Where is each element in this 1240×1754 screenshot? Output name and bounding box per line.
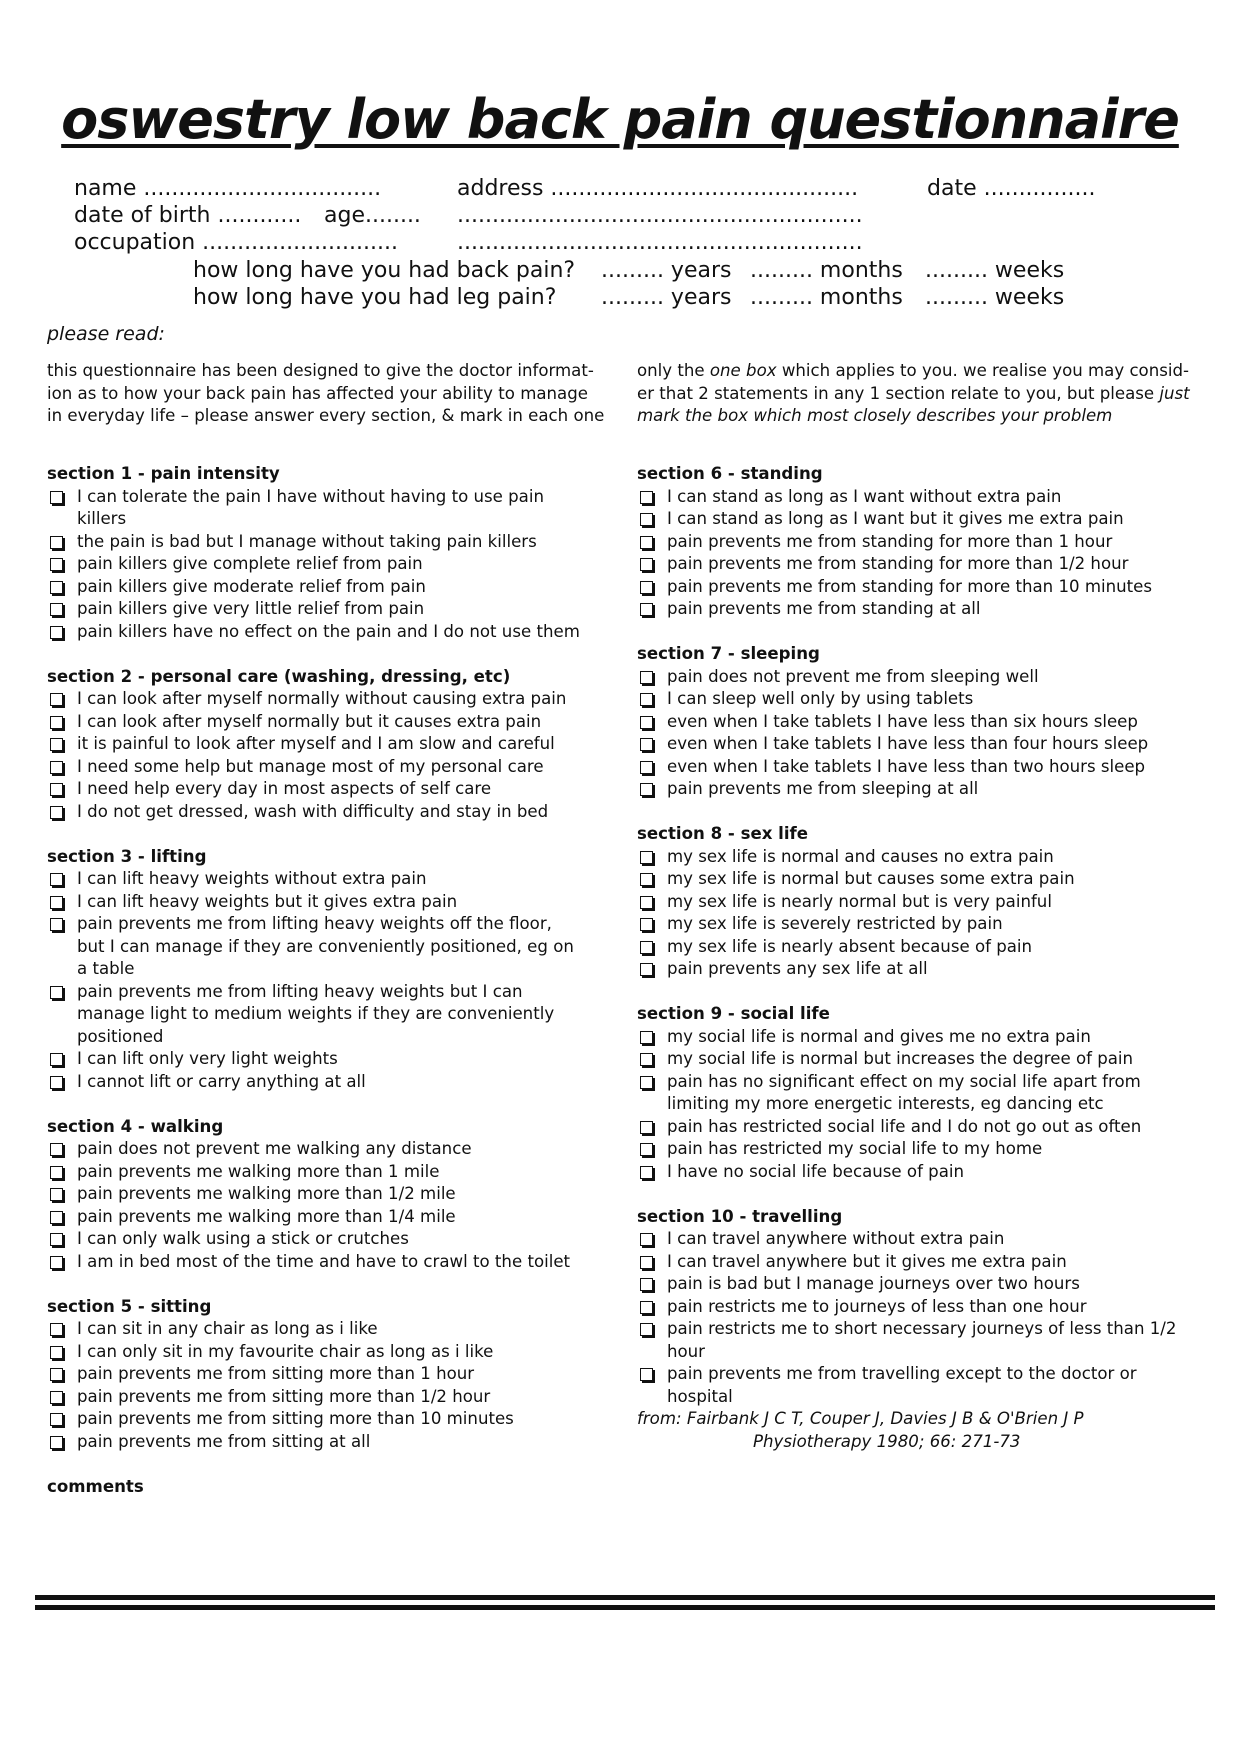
instructions-right (637, 360, 1190, 428)
answer-option[interactable] (637, 1296, 1197, 1319)
answer-text: pain prevents me from lifting heavy weights off the floor, but I can manage if they are conveniently positioned, eg on a table (77, 914, 574, 978)
answer-text: I can lift only very light weights (77, 1049, 338, 1068)
answer-checkbox[interactable] (640, 873, 653, 886)
answer-text: the pain is bad but I manage without taking pain killers (77, 531, 537, 551)
questionnaire-section (47, 463, 582, 643)
answer-text: I do not get dressed, wash with difficulty and stay in bed (77, 801, 549, 821)
answer-option[interactable] (637, 688, 1197, 711)
answer-text: pain prevents me from sitting more than 1 hour (77, 1364, 475, 1383)
answer-text: I can only sit in my favourite chair as long as i like (77, 1341, 494, 1361)
questionnaire-section (637, 823, 1197, 981)
answer-option[interactable] (47, 1386, 582, 1409)
answer-text: pain does not prevent me walking any distance (77, 1139, 472, 1158)
questionnaire-section (637, 1003, 1197, 1183)
answer-option[interactable] (47, 711, 582, 734)
answer-option[interactable] (637, 531, 1197, 554)
answer-checkbox[interactable] (50, 1368, 63, 1381)
answer-text: I can sleep well only by using tablets (667, 689, 974, 708)
answer-option[interactable] (47, 778, 582, 801)
answer-option[interactable] (47, 621, 582, 644)
answer-checkbox[interactable] (640, 1031, 653, 1044)
left-column (47, 463, 582, 1498)
answer-option[interactable] (637, 1363, 1197, 1408)
answer-checkbox[interactable] (50, 1436, 63, 1449)
address-line-3[interactable]: .......................................................... (457, 230, 863, 255)
back-pain-weeks[interactable]: ......... weeks (925, 258, 1065, 283)
answer-checkbox[interactable] (640, 1121, 653, 1134)
answer-checkbox[interactable] (640, 896, 653, 909)
divider-rule (35, 1595, 1215, 1600)
date-field[interactable]: date ................ (927, 176, 1096, 201)
answer-option[interactable] (637, 1251, 1197, 1274)
answer-checkbox[interactable] (640, 558, 653, 571)
answer-checkbox[interactable] (640, 1301, 653, 1314)
answer-option[interactable] (637, 958, 1197, 981)
answer-option[interactable] (47, 1161, 582, 1184)
answer-checkbox[interactable] (640, 1368, 653, 1381)
answer-checkbox[interactable] (50, 986, 63, 999)
answer-option[interactable] (637, 1161, 1197, 1184)
answer-option[interactable] (637, 733, 1197, 756)
answer-checkbox[interactable] (50, 1211, 63, 1224)
divider-rule (35, 1605, 1215, 1610)
answer-checkbox[interactable] (50, 1166, 63, 1179)
answer-option[interactable] (637, 508, 1197, 531)
answer-option[interactable] (637, 1273, 1197, 1296)
answer-option[interactable] (47, 1183, 582, 1206)
answer-option[interactable] (637, 598, 1197, 621)
section-title: section 3 - lifting (47, 846, 207, 866)
answer-text: my sex life is normal and causes no extra pain (667, 846, 1054, 866)
answer-checkbox[interactable] (50, 1143, 63, 1156)
section-title: section 10 - travelling (637, 1206, 843, 1226)
answer-option[interactable] (47, 486, 582, 531)
occupation-field[interactable]: occupation ............................ (74, 230, 398, 255)
section-title: section 4 - walking (47, 1116, 224, 1136)
answer-option[interactable] (637, 1048, 1197, 1071)
answer-option[interactable] (47, 1408, 582, 1431)
answer-text: pain has no significant effect on my social life apart from limiting my more energetic interests, eg dancing etc (667, 1071, 1141, 1113)
answer-checkbox[interactable] (640, 963, 653, 976)
answer-checkbox[interactable] (640, 1053, 653, 1066)
answer-checkbox[interactable] (50, 806, 63, 819)
answer-checkbox[interactable] (50, 1188, 63, 1201)
leg-pain-weeks[interactable]: ......... weeks (925, 285, 1065, 310)
instructions-line: mark the box which most closely describes your problem (637, 406, 1113, 425)
answer-checkbox[interactable] (50, 1391, 63, 1404)
instructions-line: this questionnaire has been designed to give the doctor informat- (47, 361, 594, 380)
questionnaire-section (637, 463, 1197, 621)
answer-checkbox[interactable] (640, 941, 653, 954)
answer-checkbox[interactable] (640, 603, 653, 616)
answer-text: pain prevents me walking more than 1 mile (77, 1161, 440, 1181)
answer-checkbox[interactable] (640, 851, 653, 864)
answer-checkbox[interactable] (640, 1256, 653, 1269)
answer-text: I can travel anywhere without extra pain (667, 1229, 1005, 1248)
answer-text: I can stand as long as I want without extra pain (667, 486, 1062, 506)
answer-text: my sex life is normal but causes some extra pain (667, 869, 1075, 888)
answer-text: pain is bad but I manage journeys over two hours (667, 1274, 1080, 1293)
answer-checkbox[interactable] (640, 581, 653, 594)
reference-line-1: from: Fairbank J C T, Couper J, Davies J B & O'Brien J P (637, 1409, 1084, 1428)
answer-option[interactable] (637, 711, 1197, 734)
answer-checkbox[interactable] (50, 738, 63, 751)
answer-checkbox[interactable] (50, 1346, 63, 1359)
answer-checkbox[interactable] (50, 761, 63, 774)
answer-checkbox[interactable] (640, 1143, 653, 1156)
answer-checkbox[interactable] (640, 1076, 653, 1089)
answer-option[interactable] (637, 1228, 1197, 1251)
date-of-birth-field[interactable]: date of birth ............ (74, 203, 302, 228)
answer-checkbox[interactable] (50, 1233, 63, 1246)
answer-option[interactable] (637, 756, 1197, 779)
answer-checkbox[interactable] (50, 581, 63, 594)
answer-checkbox[interactable] (640, 1323, 653, 1336)
right-column (637, 463, 1197, 1453)
answer-checkbox[interactable] (640, 1166, 653, 1179)
answer-checkbox[interactable] (640, 918, 653, 931)
answer-option[interactable] (47, 1071, 582, 1094)
section-title: section 6 - standing (637, 464, 823, 483)
answer-option[interactable] (637, 868, 1197, 891)
answer-text: even when I take tablets I have less than six hours sleep (667, 711, 1138, 731)
answer-text: pain prevents me from lifting heavy weights but I can manage light to medium weights if they are conveniently positioned (77, 981, 555, 1046)
answer-text: my sex life is nearly absent because of pain (667, 936, 1033, 956)
leg-pain-months[interactable]: ......... months (750, 285, 903, 310)
answer-option[interactable] (637, 1318, 1197, 1363)
instructions-line: ion as to how your back pain has affected your ability to manage (47, 383, 588, 403)
answer-checkbox[interactable] (640, 738, 653, 751)
answer-text: it is painful to look after myself and I am slow and careful (77, 734, 555, 753)
answer-option[interactable] (47, 688, 582, 711)
instructions-line: in everyday life – please answer every section, & mark in each one (47, 406, 605, 425)
answer-checkbox[interactable] (50, 693, 63, 706)
answer-text: my sex life is severely restricted by pain (667, 914, 1003, 933)
name-field[interactable]: name .................................. (74, 176, 382, 201)
answer-checkbox[interactable] (50, 491, 63, 504)
answer-text: pain prevents me from travelling except to the doctor or hospital (667, 1364, 1137, 1406)
answer-option[interactable] (47, 1251, 582, 1274)
answer-text: pain prevents me from sitting at all (77, 1431, 371, 1451)
answer-checkbox[interactable] (640, 1278, 653, 1291)
age-field[interactable]: age........ (324, 203, 421, 228)
answer-text: I can look after myself normally but it causes extra pain (77, 711, 542, 731)
answer-option[interactable] (637, 778, 1197, 801)
section-title: section 9 - social life (637, 1004, 830, 1023)
answer-checkbox[interactable] (640, 1233, 653, 1246)
leg-pain-question: how long have you had leg pain? (193, 285, 557, 310)
answer-text: I can tolerate the pain I have without having to use pain killers (77, 486, 544, 528)
answer-text: I need help every day in most aspects of self care (77, 779, 492, 798)
answer-option[interactable] (637, 1116, 1197, 1139)
answer-text: pain has restricted social life and I do not go out as often (667, 1116, 1142, 1136)
questionnaire-section (47, 666, 582, 824)
answer-option[interactable] (47, 1341, 582, 1364)
address-field[interactable]: address ............................................ (457, 176, 859, 201)
answer-text: my social life is normal and gives me no extra pain (667, 1026, 1091, 1046)
answer-text: pain prevents me from standing for more than 1 hour (667, 531, 1113, 551)
answer-checkbox[interactable] (50, 558, 63, 571)
answer-text: even when I take tablets I have less than two hours sleep (667, 756, 1146, 776)
answer-text: pain killers give moderate relief from pain (77, 576, 426, 596)
please-read-label: please read: (47, 323, 165, 345)
answer-text: pain killers give complete relief from pain (77, 554, 423, 573)
answer-text: I cannot lift or carry anything at all (77, 1071, 366, 1091)
answer-text: pain does not prevent me from sleeping well (667, 666, 1039, 686)
address-line-2[interactable]: .......................................................... (457, 203, 863, 228)
instructions-left (47, 360, 604, 428)
back-pain-months[interactable]: ......... months (750, 258, 903, 283)
answer-checkbox[interactable] (50, 1323, 63, 1336)
answer-checkbox[interactable] (50, 626, 63, 639)
questionnaire-section (47, 1296, 582, 1454)
answer-option[interactable] (637, 846, 1197, 869)
answer-text: pain prevents me from standing for more than 10 minutes (667, 576, 1153, 596)
answer-text: even when I take tablets I have less than four hours sleep (667, 734, 1149, 753)
answer-checkbox[interactable] (50, 1256, 63, 1269)
answer-text: I can look after myself normally without causing extra pain (77, 689, 567, 708)
questionnaire-section (637, 643, 1197, 801)
answer-option[interactable] (47, 1138, 582, 1161)
reference-citation (637, 1408, 1197, 1453)
answer-option[interactable] (47, 1206, 582, 1229)
answer-option[interactable] (637, 1138, 1197, 1161)
comments-label: comments (47, 1476, 144, 1496)
section-title: section 8 - sex life (637, 824, 809, 843)
answer-text: I can travel anywhere but it gives me extra pain (667, 1251, 1067, 1271)
back-pain-years[interactable]: ......... years (601, 258, 732, 283)
answer-option[interactable] (637, 666, 1197, 689)
answer-option[interactable] (637, 913, 1197, 936)
section-title: section 5 - sitting (47, 1296, 212, 1316)
answer-text: pain restricts me to journeys of less than one hour (667, 1296, 1087, 1316)
answer-checkbox[interactable] (640, 716, 653, 729)
answer-option[interactable] (637, 936, 1197, 959)
answer-option[interactable] (637, 1071, 1197, 1116)
answer-text: pain prevents me walking more than 1/4 mile (77, 1206, 456, 1226)
answer-option[interactable] (47, 801, 582, 824)
answer-checkbox[interactable] (50, 873, 63, 886)
answer-checkbox[interactable] (640, 761, 653, 774)
page-title: oswestry low back pain questionnaire (61, 88, 1179, 151)
answer-option[interactable] (47, 576, 582, 599)
questionnaire-section (47, 846, 582, 1094)
answer-option[interactable] (47, 1228, 582, 1251)
answer-text: pain killers have no effect on the pain and I do not use them (77, 621, 580, 641)
section-title: section 1 - pain intensity (47, 464, 280, 483)
answer-checkbox[interactable] (640, 536, 653, 549)
answer-checkbox[interactable] (50, 918, 63, 931)
answer-option[interactable] (637, 576, 1197, 599)
answer-text: I can lift heavy weights without extra pain (77, 869, 427, 888)
answer-checkbox[interactable] (640, 513, 653, 526)
answer-text: pain prevents me from standing at all (667, 599, 981, 618)
back-pain-question: how long have you had back pain? (193, 258, 576, 283)
answer-text: my sex life is nearly normal but is very painful (667, 891, 1052, 911)
section-title: section 2 - personal care (washing, dressing, etc) (47, 666, 511, 686)
answer-text: pain killers give very little relief from pain (77, 599, 425, 618)
questionnaire-section (47, 1116, 582, 1274)
section-title: section 7 - sleeping (637, 644, 820, 663)
answer-checkbox[interactable] (50, 716, 63, 729)
reference-line-2: Physiotherapy 1980; 66: 271-73 (753, 1431, 1021, 1451)
answer-option[interactable] (637, 553, 1197, 576)
answer-checkbox[interactable] (640, 693, 653, 706)
answer-text: I need some help but manage most of my personal care (77, 756, 544, 776)
answer-text: pain prevents any sex life at all (667, 959, 928, 978)
answer-option[interactable] (47, 1318, 582, 1341)
answer-option[interactable] (47, 733, 582, 756)
answer-text: pain has restricted my social life to my home (667, 1139, 1043, 1158)
answer-text: I can sit in any chair as long as i like (77, 1319, 378, 1338)
answer-option[interactable] (637, 486, 1197, 509)
answer-option[interactable] (47, 1431, 582, 1454)
answer-text: I am in bed most of the time and have to crawl to the toilet (77, 1251, 571, 1271)
answer-option[interactable] (47, 891, 582, 914)
answer-checkbox[interactable] (50, 536, 63, 549)
answer-checkbox[interactable] (50, 1053, 63, 1066)
answer-text: pain prevents me from sitting more than 1/2 hour (77, 1386, 491, 1406)
answer-checkbox[interactable] (640, 671, 653, 684)
answer-option[interactable] (47, 598, 582, 621)
answer-text: my social life is normal but increases the degree of pain (667, 1049, 1134, 1068)
questionnaire-section (637, 1206, 1197, 1409)
answer-text: I can only walk using a stick or crutches (77, 1229, 409, 1248)
answer-checkbox[interactable] (50, 783, 63, 796)
answer-option[interactable] (47, 981, 582, 1049)
answer-option[interactable] (47, 1363, 582, 1386)
answer-text: I have no social life because of pain (667, 1161, 965, 1181)
answer-option[interactable] (47, 531, 582, 554)
answer-checkbox[interactable] (640, 491, 653, 504)
instructions-line: only the one box which applies to you. we realise you may consid- (637, 361, 1190, 380)
answer-text: I can stand as long as I want but it gives me extra pain (667, 509, 1124, 528)
answer-text: pain prevents me from sitting more than 10 minutes (77, 1409, 514, 1428)
answer-option[interactable] (47, 553, 582, 576)
answer-text: pain restricts me to short necessary journeys of less than 1/2 hour (667, 1319, 1177, 1361)
answer-checkbox[interactable] (50, 896, 63, 909)
answer-option[interactable] (47, 1048, 582, 1071)
leg-pain-years[interactable]: ......... years (601, 285, 732, 310)
answer-text: I can lift heavy weights but it gives extra pain (77, 891, 458, 911)
answer-text: pain prevents me from sleeping at all (667, 779, 979, 798)
answer-option[interactable] (637, 891, 1197, 914)
instructions-line: er that 2 statements in any 1 section relate to you, but please just (637, 383, 1190, 403)
answer-checkbox[interactable] (50, 1076, 63, 1089)
answer-checkbox[interactable] (640, 783, 653, 796)
answer-option[interactable] (47, 868, 582, 891)
answer-text: pain prevents me walking more than 1/2 mile (77, 1184, 456, 1203)
answer-checkbox[interactable] (50, 603, 63, 616)
answer-option[interactable] (47, 913, 582, 981)
answer-checkbox[interactable] (50, 1413, 63, 1426)
answer-option[interactable] (47, 756, 582, 779)
answer-option[interactable] (637, 1026, 1197, 1049)
answer-text: pain prevents me from standing for more than 1/2 hour (667, 554, 1129, 573)
